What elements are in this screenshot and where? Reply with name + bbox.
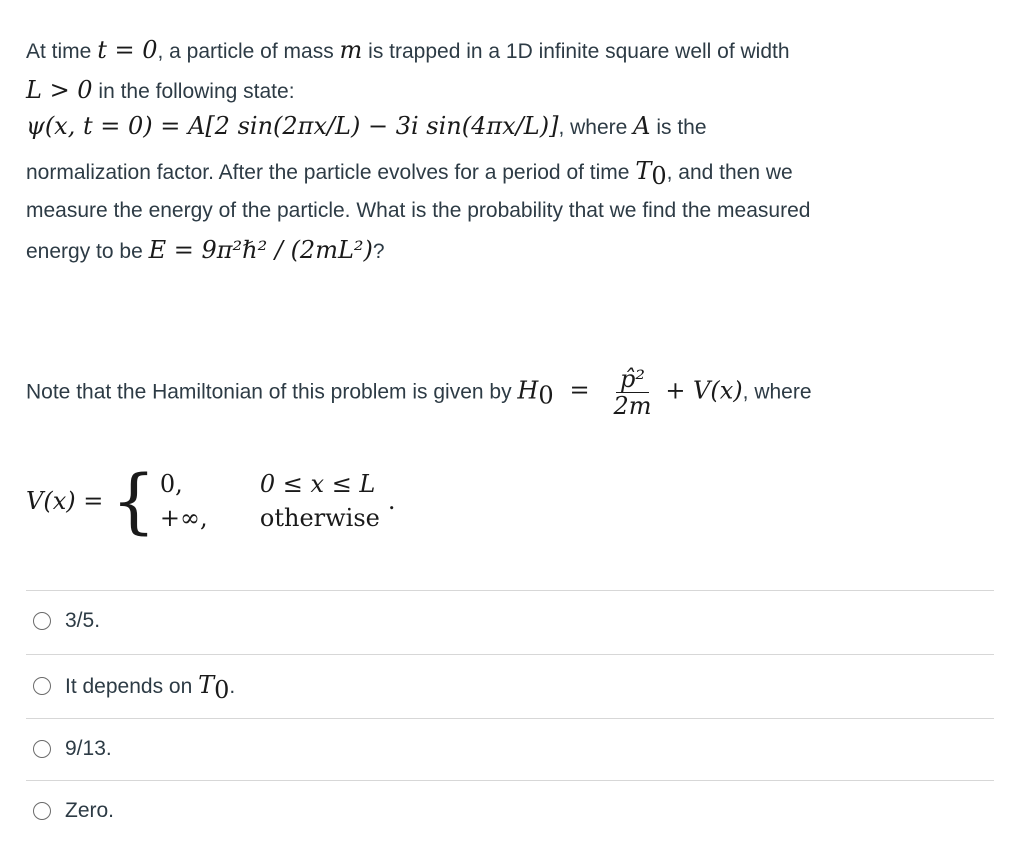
math-numerator: p̂² — [616, 366, 649, 393]
math-potential: + V(x) — [665, 376, 743, 405]
math-period: . — [387, 487, 396, 515]
answer-option[interactable] — [26, 654, 994, 719]
answer-option[interactable] — [26, 780, 994, 847]
question-text: is trapped in a 1D infinite square well of width — [362, 40, 790, 63]
hamiltonian-note — [26, 366, 812, 420]
option-label: 3/5. — [65, 609, 101, 632]
math-mass: m — [339, 36, 363, 64]
question-text: ? — [372, 240, 385, 263]
radio-button[interactable] — [33, 802, 51, 820]
option-label — [65, 671, 236, 705]
math-wavefunction: ψ(x, t = 0) = A[2 sin(2πx/L) − 3i sin(4πx/L)] — [26, 112, 559, 140]
math-H: H — [517, 376, 539, 405]
question-text: is the — [650, 116, 707, 139]
question-text: Note that the Hamiltonian of this problem is given by — [26, 380, 518, 404]
math-subscript-0: 0 — [214, 676, 230, 705]
question-text: energy to be — [26, 240, 149, 263]
answer-option[interactable] — [26, 718, 994, 783]
option-label-text: It depends on — [65, 675, 199, 698]
question-text: measure the energy of the particle. What is the probability that we find the measured — [26, 199, 811, 222]
question-line-5 — [26, 199, 810, 223]
question-line-4 — [26, 157, 793, 191]
math-case2-value: +∞, — [159, 504, 208, 532]
question-line-2 — [26, 76, 295, 104]
question-line-3 — [26, 112, 707, 140]
math-cases — [160, 470, 380, 532]
radio-button[interactable] — [33, 677, 51, 695]
math-normalization-A: A — [633, 112, 651, 140]
math-period: . — [229, 675, 236, 698]
math-energy: E = 9π²ℏ² / (2mL²) — [148, 236, 373, 264]
math-case1-value: 0, — [159, 470, 183, 498]
radio-button[interactable] — [33, 740, 51, 758]
math-subscript-0: 0 — [651, 162, 667, 191]
math-t-equals-0: t = 0 — [97, 36, 158, 64]
math-V-lhs: V(x) = — [26, 487, 104, 515]
question-text: , where — [742, 380, 812, 404]
math-fraction — [609, 366, 655, 420]
question-text: , and then we — [666, 161, 793, 184]
question-text: At time — [26, 40, 98, 63]
option-label: Zero. — [65, 799, 115, 822]
radio-button[interactable] — [33, 612, 51, 630]
question-text: , where — [558, 116, 634, 139]
math-subscript-0: 0 — [538, 381, 554, 410]
math-case1-condition: 0 ≤ x ≤ L — [259, 470, 376, 498]
math-case2-condition: otherwise — [259, 504, 380, 532]
math-T: T — [198, 671, 215, 699]
math-brace: { — [111, 460, 156, 542]
math-T: T — [635, 157, 652, 185]
math-equals: = — [569, 376, 590, 405]
question-text: in the following state: — [92, 80, 295, 103]
answer-option[interactable] — [26, 590, 994, 655]
question-line-1 — [26, 36, 790, 64]
math-width-condition: L > 0 — [26, 76, 93, 104]
option-label: 9/13. — [65, 737, 112, 760]
math-denominator: 2m — [613, 392, 652, 421]
potential-definition — [26, 460, 396, 542]
question-text: normalization factor. After the particle evolves for a period of time — [26, 161, 636, 184]
question-line-6 — [26, 236, 385, 264]
question-text: , a particle of mass — [157, 40, 340, 63]
